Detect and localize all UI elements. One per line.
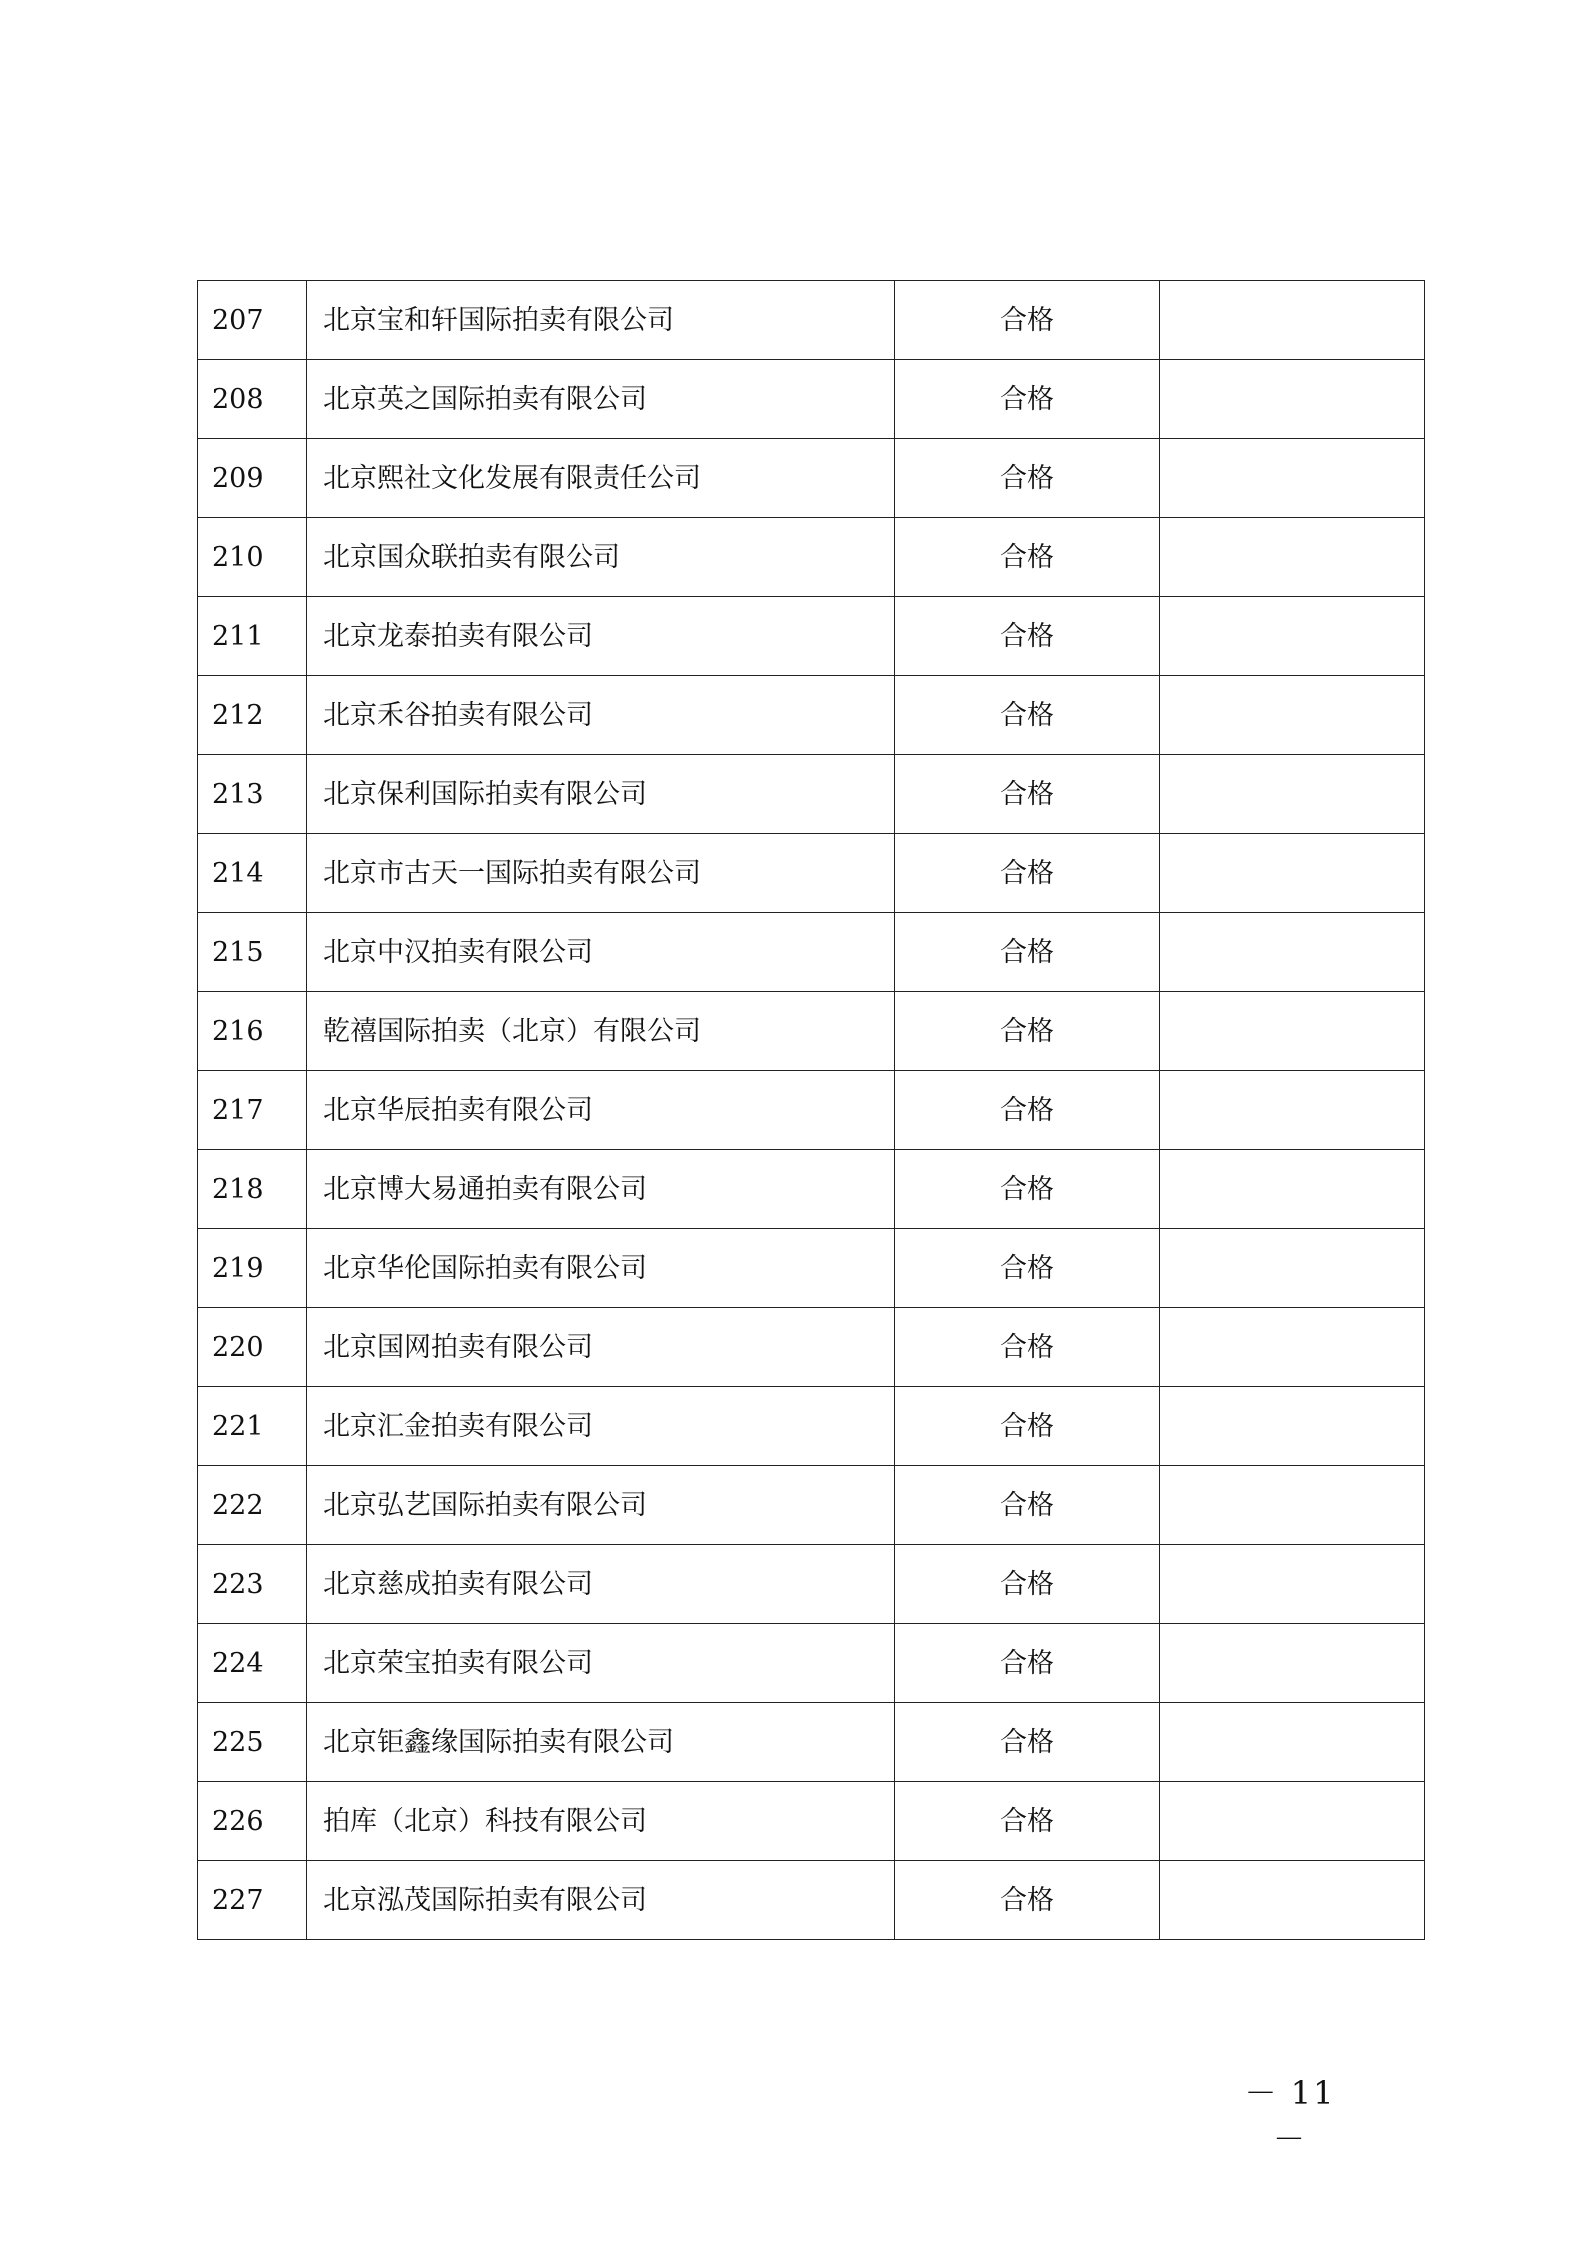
row-number-cell: 209 [198,439,307,518]
row-number-cell: 227 [198,1861,307,1940]
result-cell: 合格 [895,1545,1160,1624]
table-row [198,755,1425,834]
table-row [198,1387,1425,1466]
company-name-cell: 北京禾谷拍卖有限公司 [307,676,895,755]
row-number-cell: 210 [198,518,307,597]
table-row [198,913,1425,992]
row-number-cell: 216 [198,992,307,1071]
company-name-cell: 北京华辰拍卖有限公司 [307,1071,895,1150]
page-number: － 11 － [1244,2074,1336,2158]
remark-cell [1160,834,1425,913]
result-cell: 合格 [895,1466,1160,1545]
row-number-cell: 213 [198,755,307,834]
company-name-cell: 北京汇金拍卖有限公司 [307,1387,895,1466]
result-cell: 合格 [895,439,1160,518]
table-body [198,281,1425,1940]
remark-cell [1160,913,1425,992]
table-row [198,1782,1425,1861]
table-row [198,1308,1425,1387]
company-name-cell: 拍库（北京）科技有限公司 [307,1782,895,1861]
table-row [198,1071,1425,1150]
table-row [198,834,1425,913]
result-cell: 合格 [895,1229,1160,1308]
remark-cell [1160,1229,1425,1308]
remark-cell [1160,992,1425,1071]
remark-cell [1160,281,1425,360]
table-row [198,676,1425,755]
row-number-cell: 224 [198,1624,307,1703]
remark-cell [1160,1466,1425,1545]
remark-cell [1160,1624,1425,1703]
remark-cell [1160,1861,1425,1940]
remark-cell [1160,518,1425,597]
remark-cell [1160,1150,1425,1229]
row-number-cell: 208 [198,360,307,439]
remark-cell [1160,1545,1425,1624]
row-number-cell: 217 [198,1071,307,1150]
company-name-cell: 北京弘艺国际拍卖有限公司 [307,1466,895,1545]
remark-cell [1160,360,1425,439]
inspection-results-table [197,280,1425,1940]
company-name-cell: 北京泓茂国际拍卖有限公司 [307,1861,895,1940]
result-cell: 合格 [895,992,1160,1071]
company-name-cell: 北京钜鑫缘国际拍卖有限公司 [307,1703,895,1782]
table-row [198,1466,1425,1545]
row-number-cell: 214 [198,834,307,913]
result-cell: 合格 [895,913,1160,992]
table-row [198,1229,1425,1308]
table-row [198,1150,1425,1229]
company-name-cell: 北京慈成拍卖有限公司 [307,1545,895,1624]
result-cell: 合格 [895,1782,1160,1861]
result-cell: 合格 [895,755,1160,834]
company-name-cell: 北京华伦国际拍卖有限公司 [307,1229,895,1308]
company-name-cell: 北京国网拍卖有限公司 [307,1308,895,1387]
row-number-cell: 220 [198,1308,307,1387]
company-name-cell: 北京熙社文化发展有限责任公司 [307,439,895,518]
remark-cell [1160,755,1425,834]
row-number-cell: 215 [198,913,307,992]
remark-cell [1160,1308,1425,1387]
result-cell: 合格 [895,1150,1160,1229]
row-number-cell: 207 [198,281,307,360]
company-name-cell: 北京博大易通拍卖有限公司 [307,1150,895,1229]
row-number-cell: 212 [198,676,307,755]
table-row [198,1545,1425,1624]
company-name-cell: 北京荣宝拍卖有限公司 [307,1624,895,1703]
remark-cell [1160,1782,1425,1861]
company-name-cell: 北京国众联拍卖有限公司 [307,518,895,597]
row-number-cell: 226 [198,1782,307,1861]
row-number-cell: 221 [198,1387,307,1466]
company-name-cell: 北京市古天一国际拍卖有限公司 [307,834,895,913]
remark-cell [1160,676,1425,755]
remark-cell [1160,1703,1425,1782]
row-number-cell: 218 [198,1150,307,1229]
row-number-cell: 223 [198,1545,307,1624]
row-number-cell: 219 [198,1229,307,1308]
result-cell: 合格 [895,1703,1160,1782]
remark-cell [1160,597,1425,676]
row-number-cell: 211 [198,597,307,676]
company-name-cell: 北京中汉拍卖有限公司 [307,913,895,992]
result-cell: 合格 [895,1861,1160,1940]
result-cell: 合格 [895,1624,1160,1703]
company-name-cell: 乾禧国际拍卖（北京）有限公司 [307,992,895,1071]
result-cell: 合格 [895,1071,1160,1150]
company-name-cell: 北京保利国际拍卖有限公司 [307,755,895,834]
company-name-cell: 北京龙泰拍卖有限公司 [307,597,895,676]
table-row [198,360,1425,439]
result-cell: 合格 [895,834,1160,913]
company-name-cell: 北京宝和轩国际拍卖有限公司 [307,281,895,360]
row-number-cell: 222 [198,1466,307,1545]
remark-cell [1160,439,1425,518]
table-row [198,1624,1425,1703]
result-cell: 合格 [895,676,1160,755]
result-cell: 合格 [895,281,1160,360]
table-row [198,1861,1425,1940]
remark-cell [1160,1071,1425,1150]
result-cell: 合格 [895,1387,1160,1466]
result-cell: 合格 [895,360,1160,439]
result-cell: 合格 [895,518,1160,597]
table-row [198,281,1425,360]
table-row [198,439,1425,518]
table-row [198,597,1425,676]
table-row [198,1703,1425,1782]
result-cell: 合格 [895,597,1160,676]
row-number-cell: 225 [198,1703,307,1782]
result-cell: 合格 [895,1308,1160,1387]
remark-cell [1160,1387,1425,1466]
company-name-cell: 北京英之国际拍卖有限公司 [307,360,895,439]
table-row [198,992,1425,1071]
table-row [198,518,1425,597]
